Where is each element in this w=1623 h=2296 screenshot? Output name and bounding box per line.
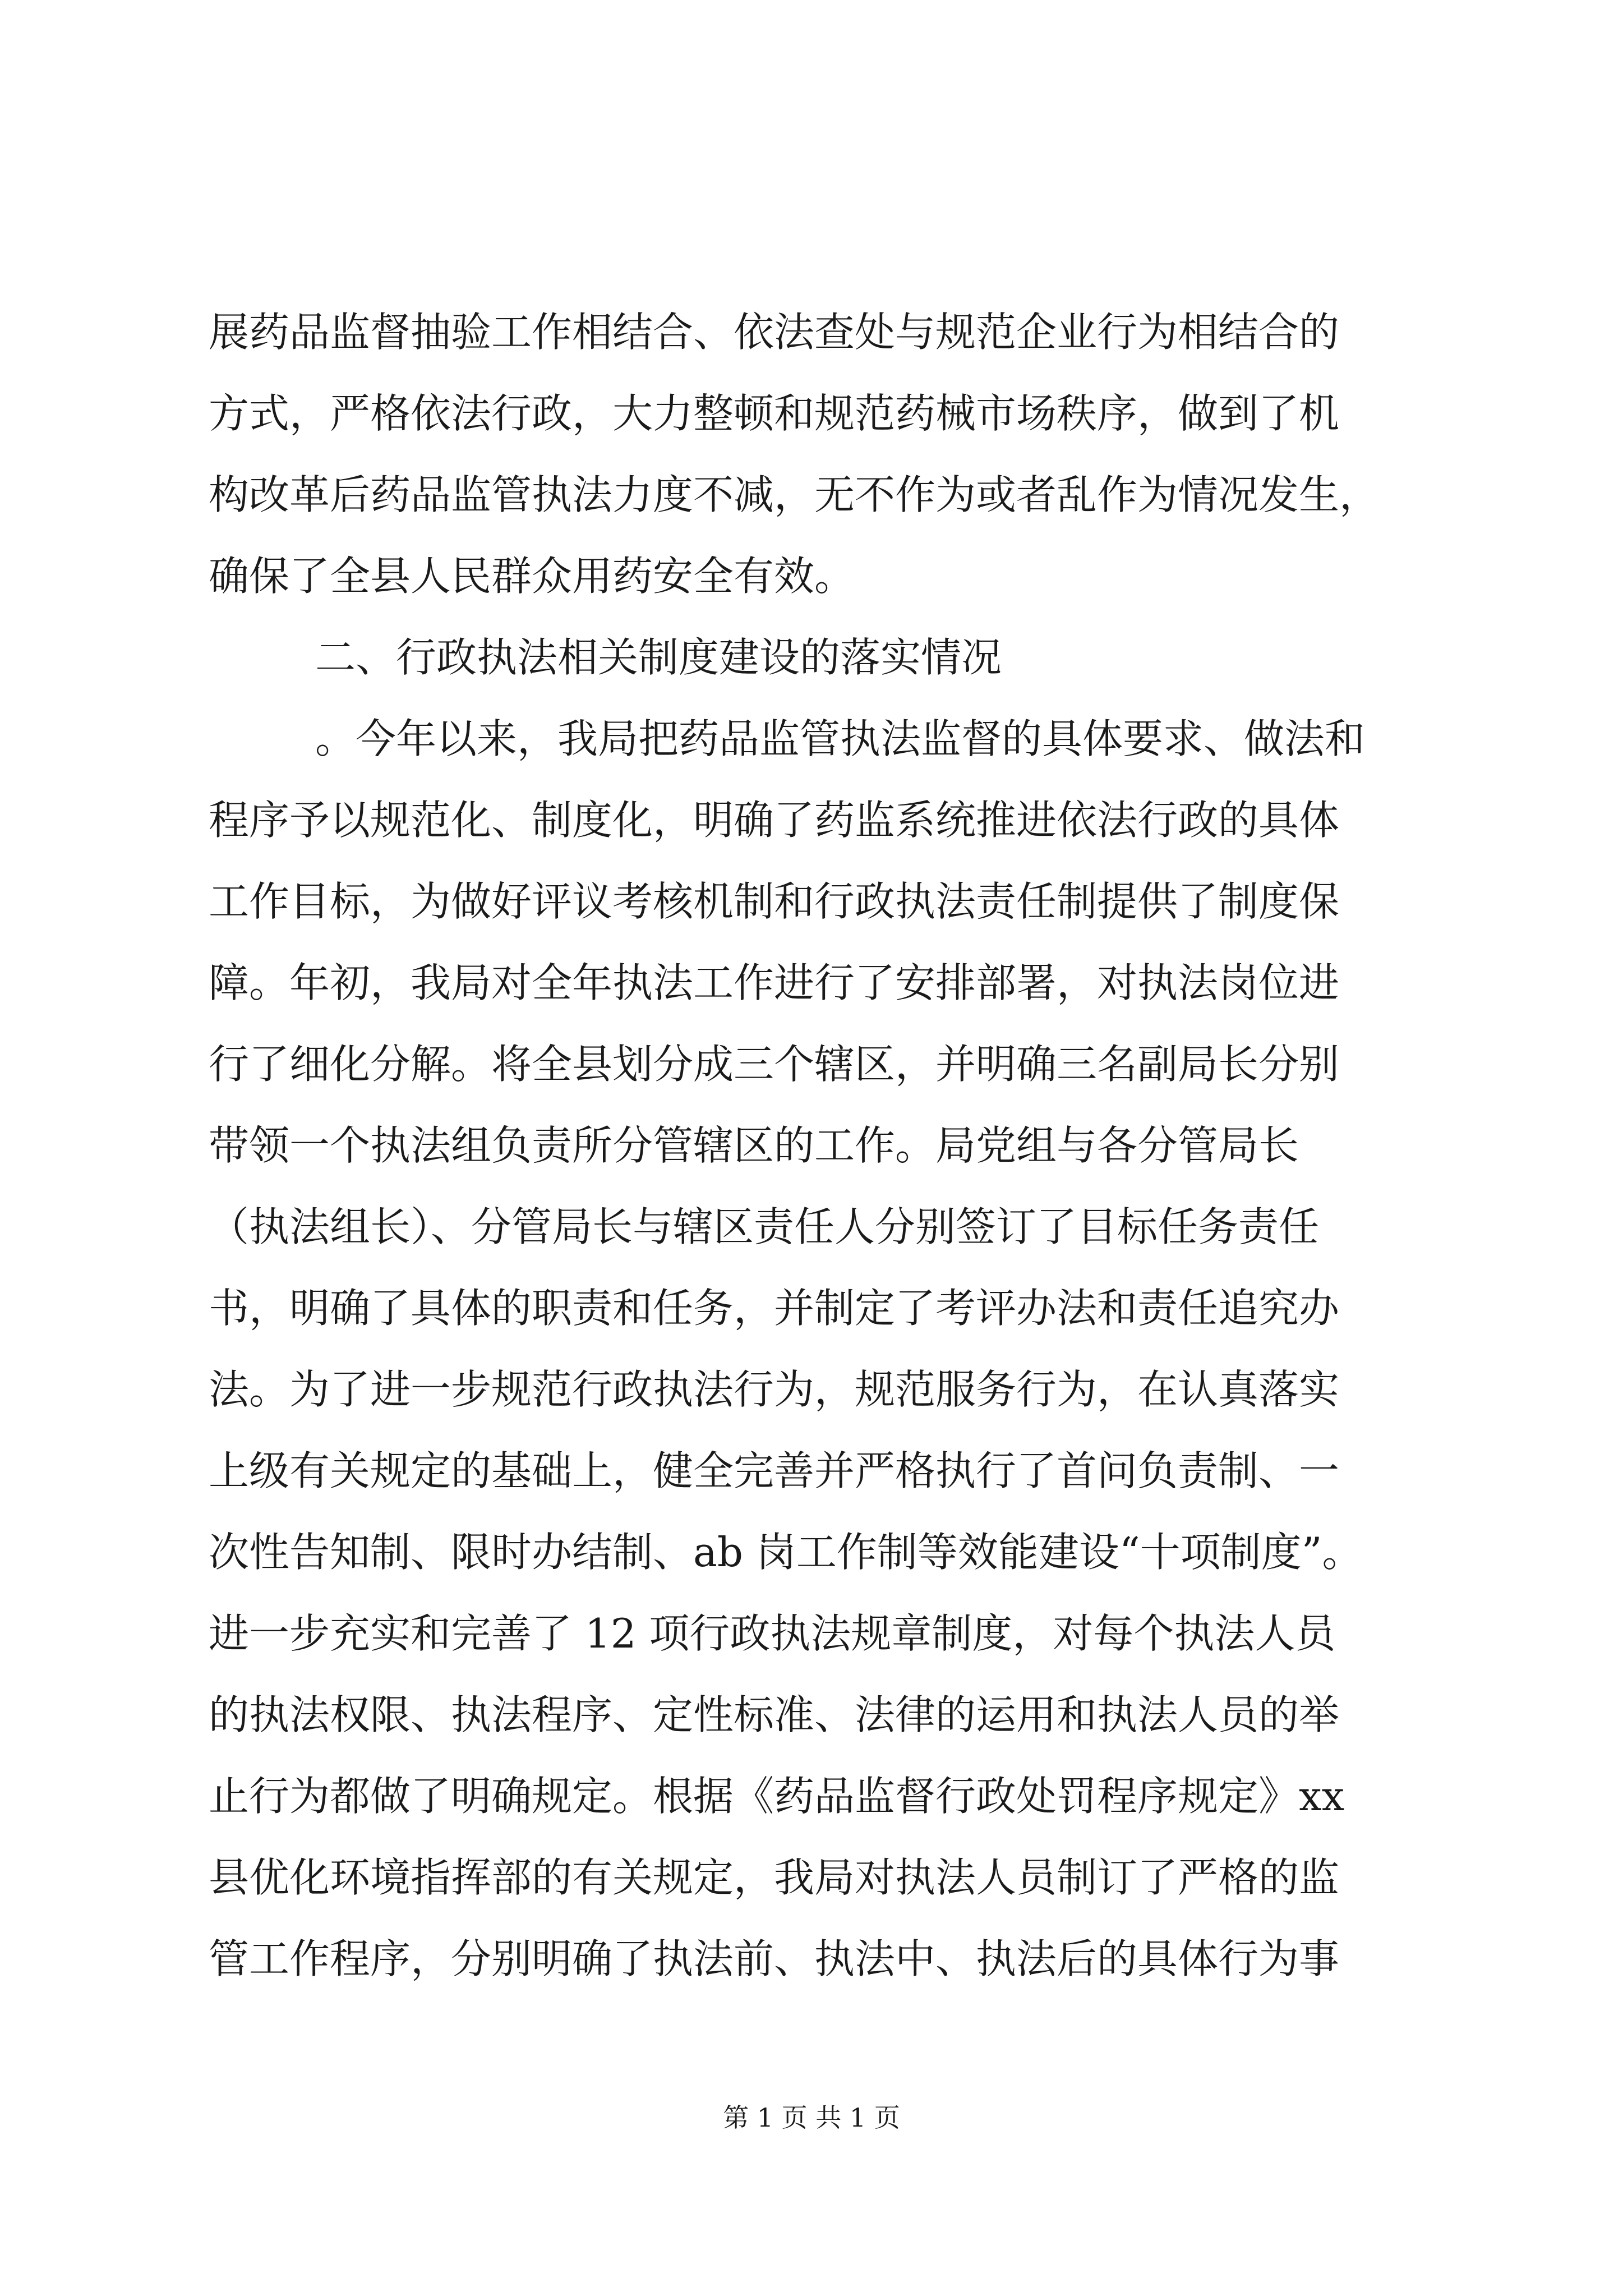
text-line: 展药品监督抽验工作相结合、依法查处与规范企业行为相结合的 [209,309,1340,356]
text-line: 次性告知制、限时办结制、ab 岗工作制等效能建设“十项制度”。 [209,1529,1363,1576]
text-line: 确保了全县人民群众用药安全有效。 [209,553,855,600]
text-line: 构改革后药品监管执法力度不减，无不作为或者乱作为情况发生， [209,471,1380,518]
text-line: 带领一个执法组负责所分管辖区的工作。局党组与各分管局长 [209,1122,1299,1169]
paragraph-first-line: 。今年以来，我局把药品监管执法监督的具体要求、做法和 [315,715,1366,762]
text-line: 程序予以规范化、制度化，明确了药监系统推进依法行政的具体 [209,797,1340,844]
text-line: 行了细化分解。将全县划分成三个辖区，并明确三名副局长分别 [209,1041,1340,1088]
text-line: 障。年初，我局对全年执法工作进行了安排部署，对执法岗位进 [209,959,1340,1006]
text-line: 书，明确了具体的职责和任务，并制定了考评办法和责任追究办 [209,1285,1340,1332]
text-line: 止行为都做了明确规定。根据《药品监督行政处罚程序规定》xx [209,1773,1345,1820]
body-text [209,292,1487,2000]
text-line: 县优化环境指挥部的有关规定，我局对执法人员制订了严格的监 [209,1854,1340,1901]
text-line: （执法组长）、分管局长与辖区责任人分别签订了目标任务责任 [209,1203,1320,1250]
text-line: 进一步充实和完善了 12 项行政执法规章制度，对每个执法人员 [209,1610,1336,1657]
text-line: 方式，严格依法行政，大力整顿和规范药械市场秩序，做到了机 [209,390,1340,437]
text-line: 法。为了进一步规范行政执法行为，规范服务行为，在认真落实 [209,1366,1340,1413]
text-line: 上级有关规定的基础上，健全完善并严格执行了首问负责制、一 [209,1447,1340,1494]
section-heading: 二、行政执法相关制度建设的落实情况 [315,634,1002,681]
text-line: 管工作程序，分别明确了执法前、执法中、执法后的具体行为事 [209,1935,1340,1982]
text-line: 工作目标，为做好评议考核机制和行政执法责任制提供了制度保 [209,878,1340,925]
page-footer: 第 1 页 共 1 页 [723,2102,900,2133]
text-line: 的执法权限、执法程序、定性标准、法律的运用和执法人员的举 [209,1691,1340,1738]
